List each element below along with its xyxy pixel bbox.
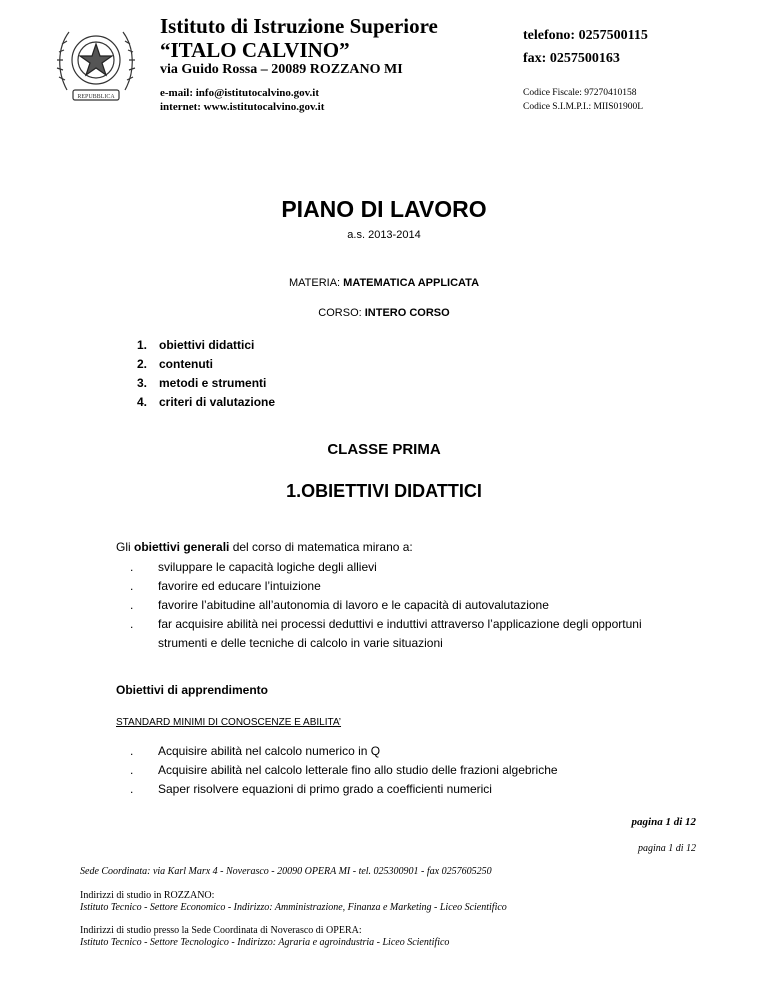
goals-list xyxy=(130,558,642,653)
standards-list xyxy=(130,742,558,799)
section-title: 1.OBIETTIVI DIDATTICI xyxy=(286,481,482,501)
list-item-text: sviluppare le capacità logiche degli allievi xyxy=(158,560,377,574)
indirizzi-rozzano xyxy=(80,890,507,914)
school-address: via Guido Rossa – 20089 ROZZANO MI xyxy=(160,62,403,77)
toc-number: 2. xyxy=(137,357,148,371)
codice-simpi: Codice S.I.M.P.I.: MIIS01900L xyxy=(523,102,644,112)
list-item-continuation: strumenti e delle tecniche di calcolo in varie situazioni xyxy=(158,636,443,650)
svg-text:REPUBBLICA: REPUBBLICA xyxy=(77,94,115,100)
phone-info xyxy=(523,24,648,70)
corso-value: INTERO CORSO xyxy=(364,307,450,319)
list-item xyxy=(130,780,558,799)
bullet: . xyxy=(130,782,134,796)
toc-label: metodi e strumenti xyxy=(159,376,267,390)
indirizzi-text: Istituto Tecnico - Settore Tecnologico - Indirizzo: Agraria e agroindustria - Liceo Scientifico xyxy=(80,937,450,948)
toc-item xyxy=(137,336,275,355)
list-item-text: Saper risolvere equazioni di primo grado a coefficienti numerici xyxy=(158,782,492,796)
toc-label: obiettivi didattici xyxy=(159,338,255,352)
bullet: . xyxy=(130,579,134,593)
materia-value: MATEMATICA APPLICATA xyxy=(343,277,480,289)
page-title: PIANO DI LAVORO xyxy=(281,196,487,222)
fax-text: fax: 0257500163 xyxy=(523,51,620,66)
list-item-text: favorire l’abitudine all’autonomia di lavoro e le capacità di autovalutazione xyxy=(158,598,549,612)
fiscal-info xyxy=(523,86,643,114)
indirizzi-label: Indirizzi di studio presso la Sede Coordinata di Noverasco di OPERA: xyxy=(80,925,362,936)
telefono-text: telefono: 0257500115 xyxy=(523,28,648,43)
school-emblem-icon xyxy=(55,20,137,108)
list-item xyxy=(130,761,558,780)
email-text: e-mail: info@istitutocalvino.gov.it xyxy=(160,87,320,99)
list-item xyxy=(130,596,642,615)
indirizzi-text: Istituto Tecnico - Settore Economico - Indirizzo: Amministrazione, Finanza e Marketing - Liceo Scientifico xyxy=(80,902,507,913)
materia-line xyxy=(0,277,768,289)
school-year: a.s. 2013-2014 xyxy=(347,229,421,241)
list-item xyxy=(130,615,642,634)
codice-fiscale: Codice Fiscale: 97270410158 xyxy=(523,88,637,98)
sede-coordinata: Sede Coordinata: via Karl Marx 4 - Noverasco - 20090 OPERA MI - tel. 025300901 - fax 0257605250 xyxy=(80,866,492,877)
toc-number: 1. xyxy=(137,338,148,352)
website-text: internet: www.istitutocalvino.gov.it xyxy=(160,101,325,113)
standard-heading: STANDARD MINIMI DI CONOSCENZE E ABILITA’ xyxy=(116,717,342,728)
school-name xyxy=(160,14,438,62)
table-of-contents xyxy=(137,336,275,412)
list-item xyxy=(130,742,558,761)
toc-item xyxy=(137,355,275,374)
indirizzi-opera xyxy=(80,925,449,949)
toc-label: criteri di valutazione xyxy=(159,395,276,409)
materia-label: MATERIA: xyxy=(288,277,344,289)
bullet: . xyxy=(130,560,134,574)
school-name-line1: Istituto di Istruzione Superiore xyxy=(160,14,438,38)
page-number: pagina 1 di 12 xyxy=(637,843,696,854)
toc-label: contenuti xyxy=(159,357,213,371)
contact-info xyxy=(160,86,324,114)
corso-line xyxy=(0,307,768,319)
intro-bold: obiettivi generali xyxy=(134,540,230,554)
bullet: . xyxy=(130,763,134,777)
list-item-text: favorire ed educare l’intuizione xyxy=(158,579,321,593)
bullet: . xyxy=(130,617,134,631)
list-item-text: Acquisire abilità nel calcolo letterale fino allo studio delle frazioni algebriche xyxy=(158,763,558,777)
list-item xyxy=(130,577,642,596)
list-item-text: Acquisire abilità nel calcolo numerico in Q xyxy=(158,744,381,758)
toc-number: 4. xyxy=(137,395,148,409)
intro-text: del corso di matematica mirano a: xyxy=(229,540,413,554)
indirizzi-label: Indirizzi di studio in ROZZANO: xyxy=(80,890,215,901)
intro-text: Gli xyxy=(116,540,134,554)
bullet: . xyxy=(130,744,134,758)
bullet: . xyxy=(130,598,134,612)
list-item-text: far acquisire abilità nei processi deduttivi e induttivi attraverso l’applicazione degli opportuni xyxy=(158,617,642,631)
corso-label: CORSO: xyxy=(318,307,365,319)
page-number-bold: pagina 1 di 12 xyxy=(631,816,696,828)
apprendimento-heading: Obiettivi di apprendimento xyxy=(116,683,269,697)
list-item xyxy=(130,558,642,577)
toc-number: 3. xyxy=(137,376,148,390)
toc-item xyxy=(137,393,275,412)
classe-heading: CLASSE PRIMA xyxy=(327,441,441,458)
toc-item xyxy=(137,374,275,393)
school-name-line2: “ITALO CALVINO” xyxy=(160,38,350,62)
intro-paragraph xyxy=(116,540,413,554)
